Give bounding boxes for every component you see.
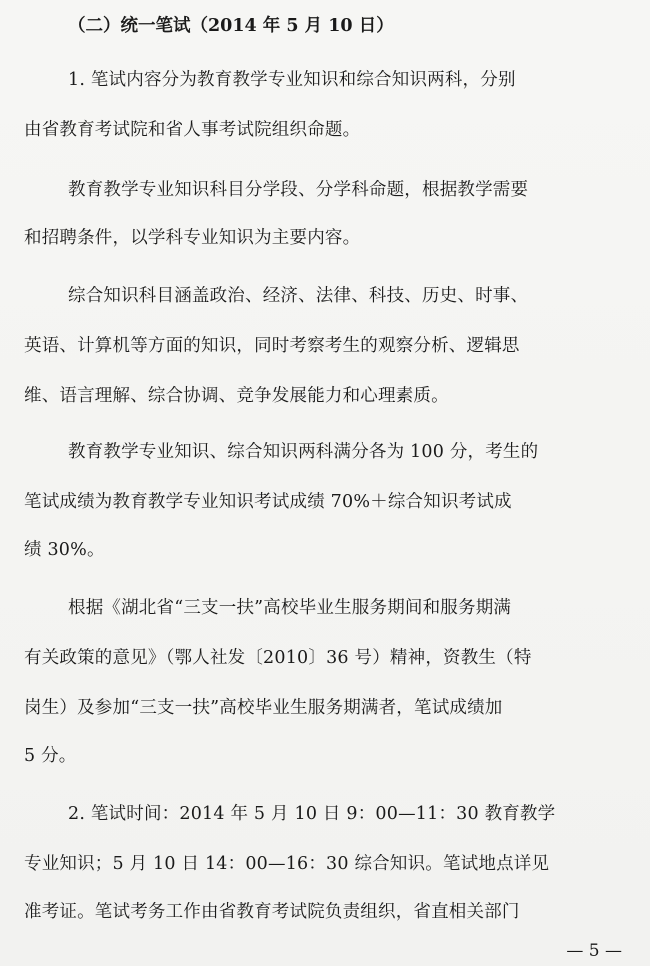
text-line: 和招聘条件，以学科专业知识为主要内容。 <box>24 228 361 248</box>
text-line: 5 分。 <box>24 746 77 766</box>
page-number: — 5 — <box>566 941 622 961</box>
text-line: 英语、计算机等方面的知识，同时考察考生的观察分析、逻辑思 <box>24 336 520 356</box>
text-line: 岗生）及参加“三支一扶”高校毕业生服务期满者，笔试成绩加 <box>24 698 503 718</box>
text-line: 综合知识科目涵盖政治、经济、法律、科技、历史、时事、 <box>68 286 529 306</box>
text-line: 绩 30%。 <box>24 540 105 560</box>
text-line: 有关政策的意见》（鄂人社发〔2010〕36 号）精神，资教生（特 <box>24 648 532 668</box>
text-line: 2. 笔试时间：2014 年 5 月 10 日 9：00—11：30 教育教学 <box>68 804 556 824</box>
text-line: 维、语言理解、综合协调、竞争发展能力和心理素质。 <box>24 386 449 406</box>
text-line: 教育教学专业知识科目分学段、分学科命题，根据教学需要 <box>68 180 529 200</box>
text-line: 1. 笔试内容分为教育教学专业知识和综合知识两科，分别 <box>68 70 516 90</box>
text-line: 教育教学专业知识、综合知识两科满分各为 100 分，考生的 <box>68 442 539 462</box>
text-line: 根据《湖北省“三支一扶”高校毕业生服务期间和服务期满 <box>68 598 512 618</box>
text-line: 由省教育考试院和省人事考试院组织命题。 <box>24 120 361 140</box>
section-heading: （二）统一笔试（2014 年 5 月 10 日） <box>68 16 394 36</box>
text-line: 笔试成绩为教育教学专业知识考试成绩 70%＋综合知识考试成 <box>24 492 512 512</box>
text-line: 专业知识；5 月 10 日 14：00—16：30 综合知识。笔试地点详见 <box>24 854 550 874</box>
text-line: 准考证。笔试考务工作由省教育考试院负责组织，省直相关部门 <box>24 902 520 922</box>
